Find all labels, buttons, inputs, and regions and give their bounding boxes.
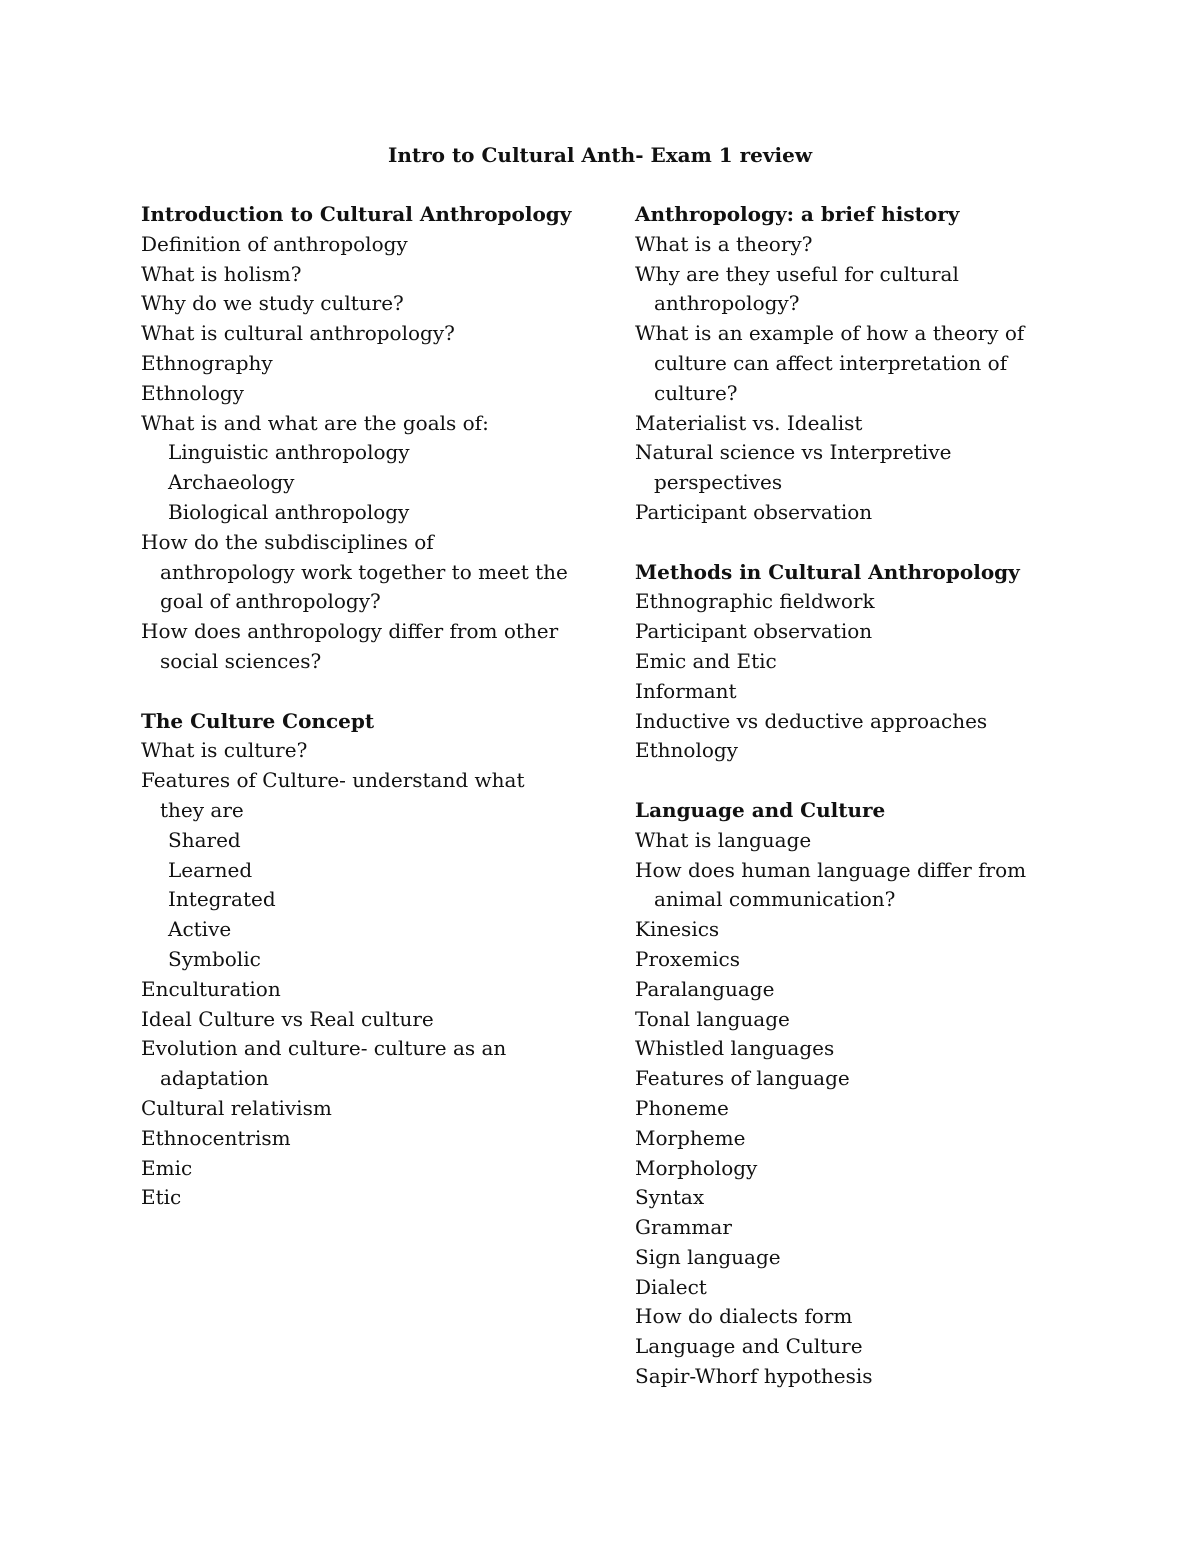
list-item-continuation: anthropology work together to meet the [160,559,568,584]
list-item: Informant [635,678,737,703]
list-item: What is language [635,827,812,852]
left-column [141,200,611,1213]
section-heading: Methods in Cultural Anthropology [635,559,1020,584]
spacer [635,528,1065,558]
sub-list-item: Active [168,917,232,942]
list-item: What is an example of how a theory of [635,321,1025,346]
page-title: Intro to Cultural Anth- Exam 1 review [387,143,813,167]
list-item-continuation: social sciences? [160,648,322,673]
list-item: What is culture? [141,738,308,763]
list-item: What is a theory? [635,231,813,256]
list-item: Evolution and culture- culture as an [141,1036,507,1061]
list-item: How does anthropology differ from other [141,619,559,644]
list-item: Emic [141,1155,193,1180]
list-item: Features of language [635,1066,850,1091]
list-item: Emic and Etic [635,648,777,673]
list-item-continuation: culture? [654,380,738,405]
list-item: What is cultural anthropology? [141,321,455,346]
list-item: How do the subdisciplines of [141,529,434,554]
list-item: Materialist vs. Idealist [635,410,863,435]
list-item-continuation: perspectives [654,470,783,495]
list-item: What is and what are the goals of: [141,410,489,435]
list-item: Ethnocentrism [141,1125,291,1150]
list-item: Why are they useful for cultural [635,261,959,286]
list-item: Tonal language [635,1006,790,1031]
list-item: Kinesics [635,917,720,942]
sub-list-item: Linguistic anthropology [168,440,410,465]
list-item: Ethnology [141,380,244,405]
sub-list-item: Symbolic [168,946,261,971]
sub-list-item: Archaeology [168,470,295,495]
list-item: Ethnology [635,738,738,763]
list-item-continuation: animal communication? [654,887,896,912]
list-item: Proxemics [635,946,740,971]
list-item: Language and Culture [635,1334,863,1359]
list-item: Definition of anthropology [141,231,408,256]
section-heading: Introduction to Cultural Anthropology [141,202,572,226]
list-item: Sapir-Whorf hypothesis [635,1364,873,1389]
list-item: Cultural relativism [141,1095,332,1120]
list-item: Etic [141,1185,182,1210]
list-item: Morpheme [635,1125,746,1150]
list-item: How do dialects form [635,1304,853,1329]
list-item: Participant observation [635,619,873,644]
list-item: What is holism? [141,261,302,286]
list-item: Whistled languages [635,1036,835,1061]
sub-list-item: Integrated [168,887,276,912]
list-item: How does human language differ from [635,857,1027,882]
list-item: Features of Culture- understand what [141,768,525,793]
list-item: Morphology [635,1155,758,1180]
list-item: Phoneme [635,1095,729,1120]
list-item: Paralanguage [635,976,775,1001]
list-item-continuation: culture can affect interpretation of [654,350,1008,375]
sub-list-item: Shared [168,827,241,852]
list-item-continuation: anthropology? [654,291,800,316]
list-item: Syntax [635,1185,705,1210]
list-item: Sign language [635,1244,781,1269]
list-item-continuation: goal of anthropology? [160,589,381,614]
spacer [141,677,611,707]
sub-list-item: Learned [168,857,253,882]
list-item-continuation: they are [160,797,244,822]
section-heading: Language and Culture [635,797,886,822]
list-item: Grammar [635,1215,732,1240]
list-item: Inductive vs deductive approaches [635,708,988,733]
list-item: Why do we study culture? [141,291,404,316]
right-column [635,200,1065,1392]
sub-list-item: Biological anthropology [168,499,410,524]
spacer [635,766,1065,796]
list-item: Enculturation [141,976,281,1001]
list-item-continuation: adaptation [160,1066,269,1091]
list-item: Participant observation [635,499,873,524]
section-heading: Anthropology: a brief history [635,202,960,226]
list-item: Natural science vs Interpretive [635,440,952,465]
list-item: Ethnographic fieldwork [635,589,875,614]
list-item: Ideal Culture vs Real culture [141,1006,434,1031]
list-item: Dialect [635,1274,707,1299]
section-heading: The Culture Concept [141,708,375,733]
list-item: Ethnography [141,350,273,375]
